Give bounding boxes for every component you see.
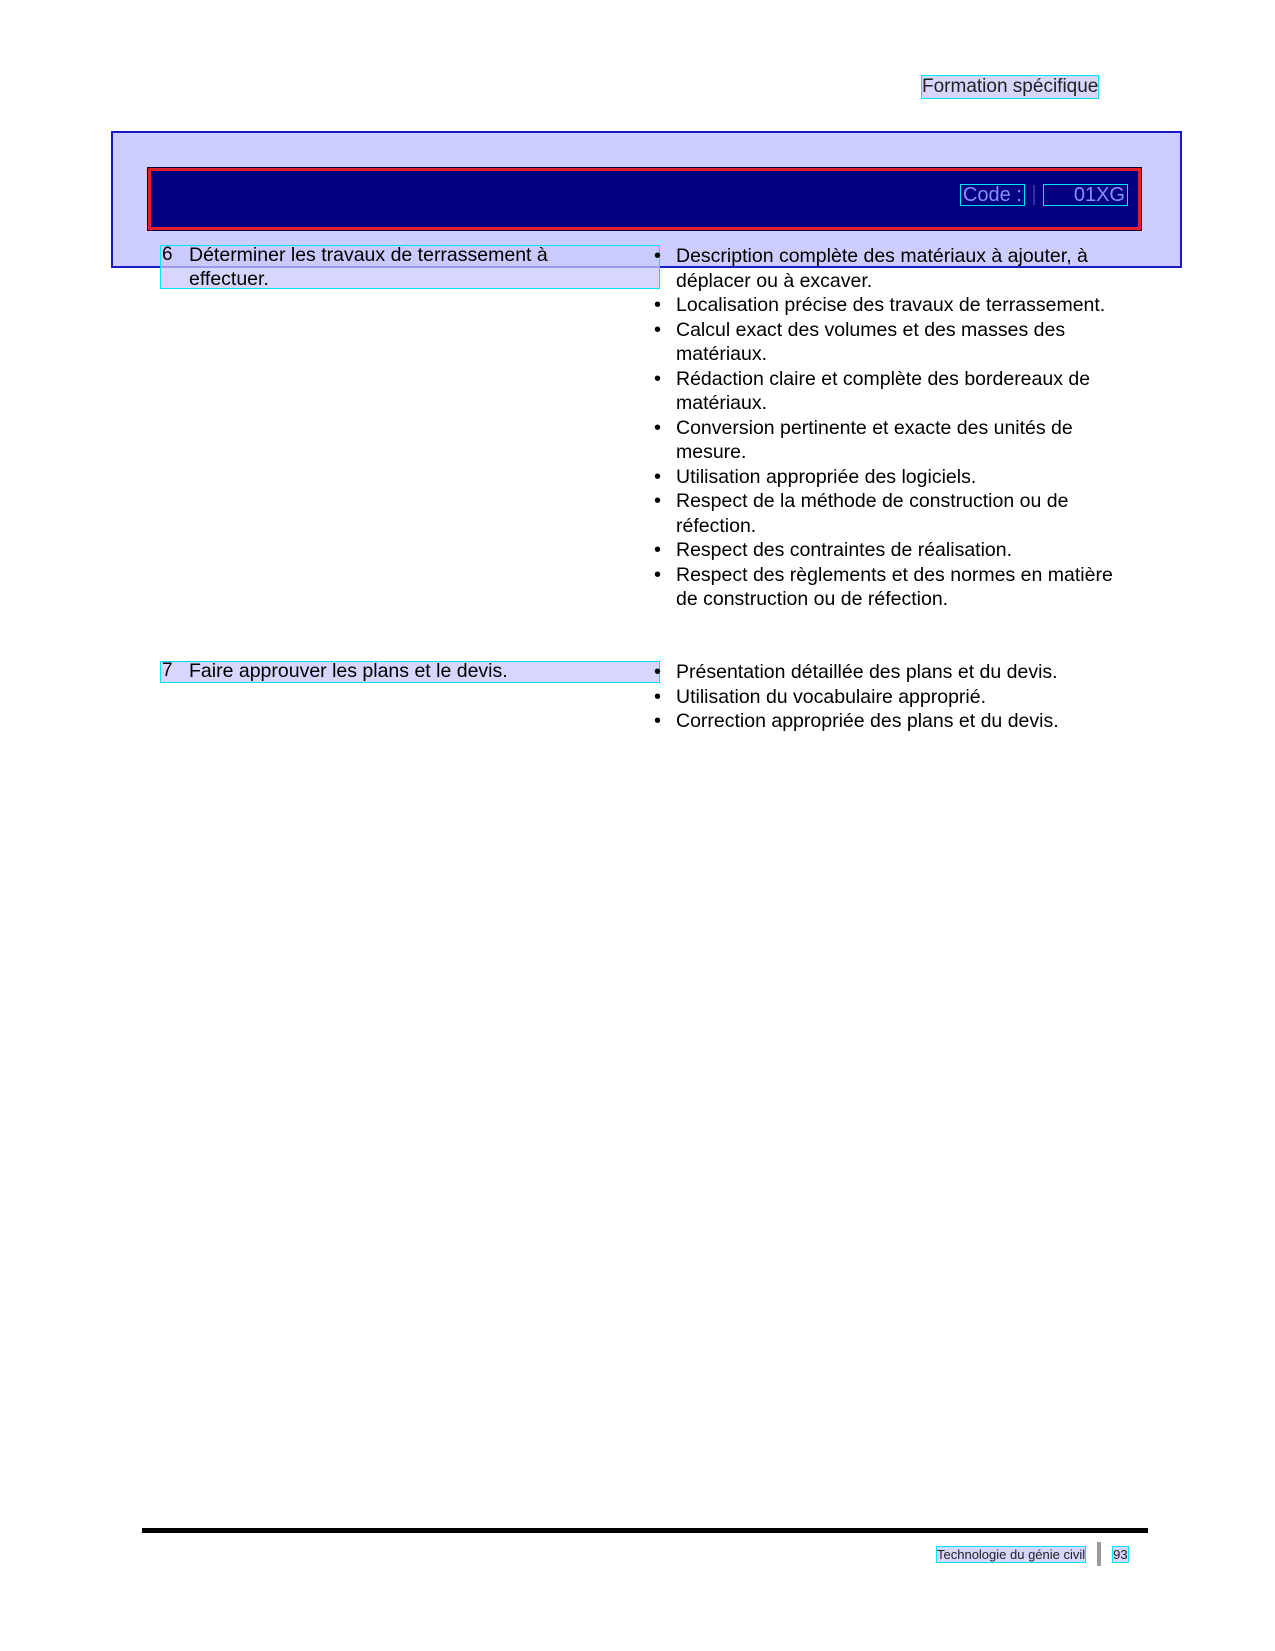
criterion-item: • Calcul exact des volumes et des masses des matériaux. xyxy=(654,318,1114,367)
criterion-item: • Utilisation du vocabulaire approprié. xyxy=(654,685,1114,710)
task-line: Déterminer les travaux de terrassement à xyxy=(189,244,548,266)
criteria-list xyxy=(654,244,1114,612)
criterion-item: • Respect de la méthode de construction ou de réfection. xyxy=(654,489,1114,538)
code-label-group xyxy=(960,184,1128,206)
task-line: effectuer. xyxy=(189,268,269,290)
criterion-item: • Présentation détaillée des plans et du devis. xyxy=(654,660,1114,685)
row-number: 6 xyxy=(162,244,173,265)
code-banner xyxy=(148,168,1141,230)
criterion-item: • Rédaction claire et complète des bordereaux de matériaux. xyxy=(654,367,1114,416)
criteria-list xyxy=(654,660,1114,734)
criterion-item: • Description complète des matériaux à ajouter, à déplacer ou à excaver. xyxy=(654,244,1114,293)
code-label: Code : xyxy=(960,184,1025,206)
criterion-item: • Conversion pertinente et exacte des unités de mesure. xyxy=(654,416,1114,465)
criterion-item: • Respect des règlements et des normes en matière de construction ou de réfection. xyxy=(654,563,1114,612)
footer xyxy=(937,1542,1128,1566)
task-text xyxy=(189,243,659,291)
criterion-item: • Localisation précise des travaux de terrassement. xyxy=(654,293,1114,318)
running-title: Formation spécifique xyxy=(922,76,1099,97)
criterion-item: • Correction appropriée des plans et du devis. xyxy=(654,709,1114,734)
criterion-item: • Utilisation appropriée des logiciels. xyxy=(654,465,1114,490)
footer-rule xyxy=(142,1528,1148,1533)
code-value: 01XG xyxy=(1043,184,1128,206)
page-number: 93 xyxy=(1113,1546,1128,1562)
footer-program: Technologie du génie civil xyxy=(937,1546,1086,1562)
footer-divider xyxy=(1097,1542,1101,1566)
task-text xyxy=(189,659,659,683)
task-line: Faire approuver les plans et le devis. xyxy=(189,660,508,682)
row-number: 7 xyxy=(162,660,173,681)
criterion-item: • Respect des contraintes de réalisation. xyxy=(654,538,1114,563)
code-divider xyxy=(1033,185,1035,205)
